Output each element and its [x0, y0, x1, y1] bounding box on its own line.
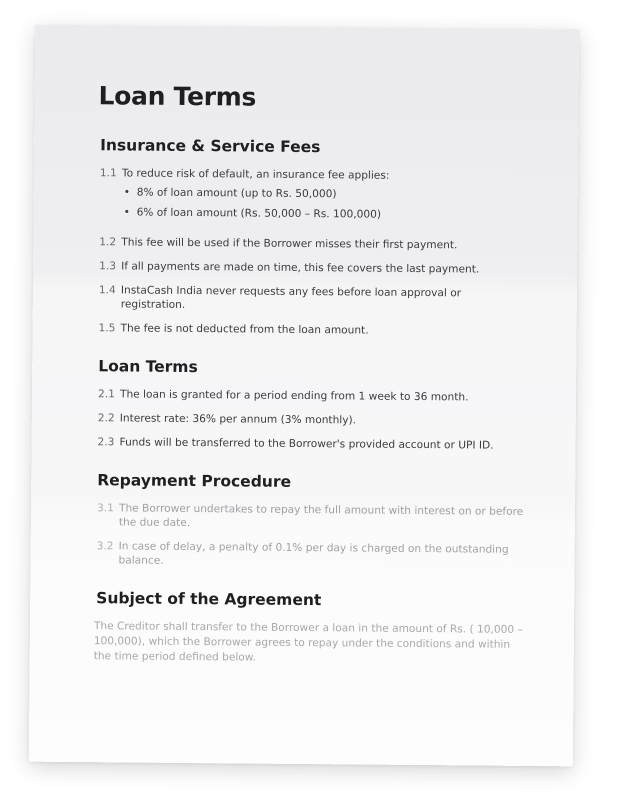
section-subject-of-agreement	[94, 589, 525, 668]
section-title: Insurance & Service Fees	[100, 136, 321, 157]
clause-text: Funds will be transferred to the Borrower's provided account or UPI ID.	[119, 436, 494, 452]
clause-item	[97, 259, 527, 277]
document-sheet	[29, 25, 579, 767]
section-insurance-fees	[97, 136, 529, 339]
clause-item	[96, 435, 526, 453]
clause-number: 3.1	[96, 502, 114, 515]
section-loan-terms	[96, 357, 527, 453]
clause-number: 2.3	[97, 436, 115, 449]
agreement-paragraph: The Creditor shall transfer to the Borrower a loan in the amount of Rs. ( 10,000 – 100,000), which the Borrower agrees to repay under the conditions and within the time period defined below.	[93, 620, 523, 664]
clause-number: 1.2	[99, 236, 117, 249]
bullet-list	[122, 185, 528, 223]
clause-item	[94, 539, 524, 571]
clause-text: In case of delay, a penalty of 0.1% per day is charged on the outstanding balance.	[118, 540, 509, 567]
clause-number: 2.1	[97, 388, 115, 401]
clause-item	[96, 387, 526, 405]
clause-body: To reduce risk of default, an insurance fee applies:	[121, 167, 390, 182]
clause-text: The Borrower undertakes to repay the full amount with interest on or before the due date.	[118, 502, 524, 530]
bullet-item: • 8% of loan amount (up to Rs. 50,000)	[122, 185, 528, 203]
clause-item	[95, 501, 525, 533]
section-title: Repayment Procedure	[97, 471, 292, 491]
clause-text: If all payments are made on time, this fee covers the last payment.	[121, 260, 480, 276]
section-repayment-procedure	[94, 471, 525, 571]
clause-item	[97, 235, 527, 253]
clause-text: This fee will be used if the Borrower misses their first payment.	[121, 236, 458, 252]
clause-text: The loan is granted for a period ending from 1 week to 36 month.	[119, 388, 469, 404]
bullet-item: • 6% of loan amount (Rs. 50,000 – Rs. 100,000)	[122, 205, 528, 223]
clause-item	[97, 283, 527, 315]
document-title: Loan Terms	[98, 81, 257, 112]
clause-text: Interest rate: 36% per annum (3% monthly).	[119, 412, 357, 427]
clause-number: 1.4	[98, 284, 116, 297]
clause-list	[94, 501, 525, 571]
clause-number: 3.2	[96, 540, 114, 553]
clause-list	[96, 387, 527, 453]
clause-text	[121, 166, 527, 229]
clause-text: InstaCash India never requests any fees before loan approval or registration.	[120, 284, 462, 311]
clause-item	[96, 411, 526, 429]
section-title: Subject of the Agreement	[96, 589, 322, 610]
clause-number: 1.5	[98, 322, 116, 335]
clause-item	[97, 166, 527, 229]
section-title: Loan Terms	[98, 357, 198, 377]
clause-text: The fee is not deducted from the loan amount.	[120, 322, 369, 337]
clause-number: 1.3	[99, 260, 117, 273]
clause-item	[97, 321, 527, 339]
clause-number: 1.1	[99, 167, 117, 180]
clause-number: 2.2	[97, 412, 115, 425]
clause-list	[97, 166, 528, 339]
document-content	[93, 81, 528, 690]
